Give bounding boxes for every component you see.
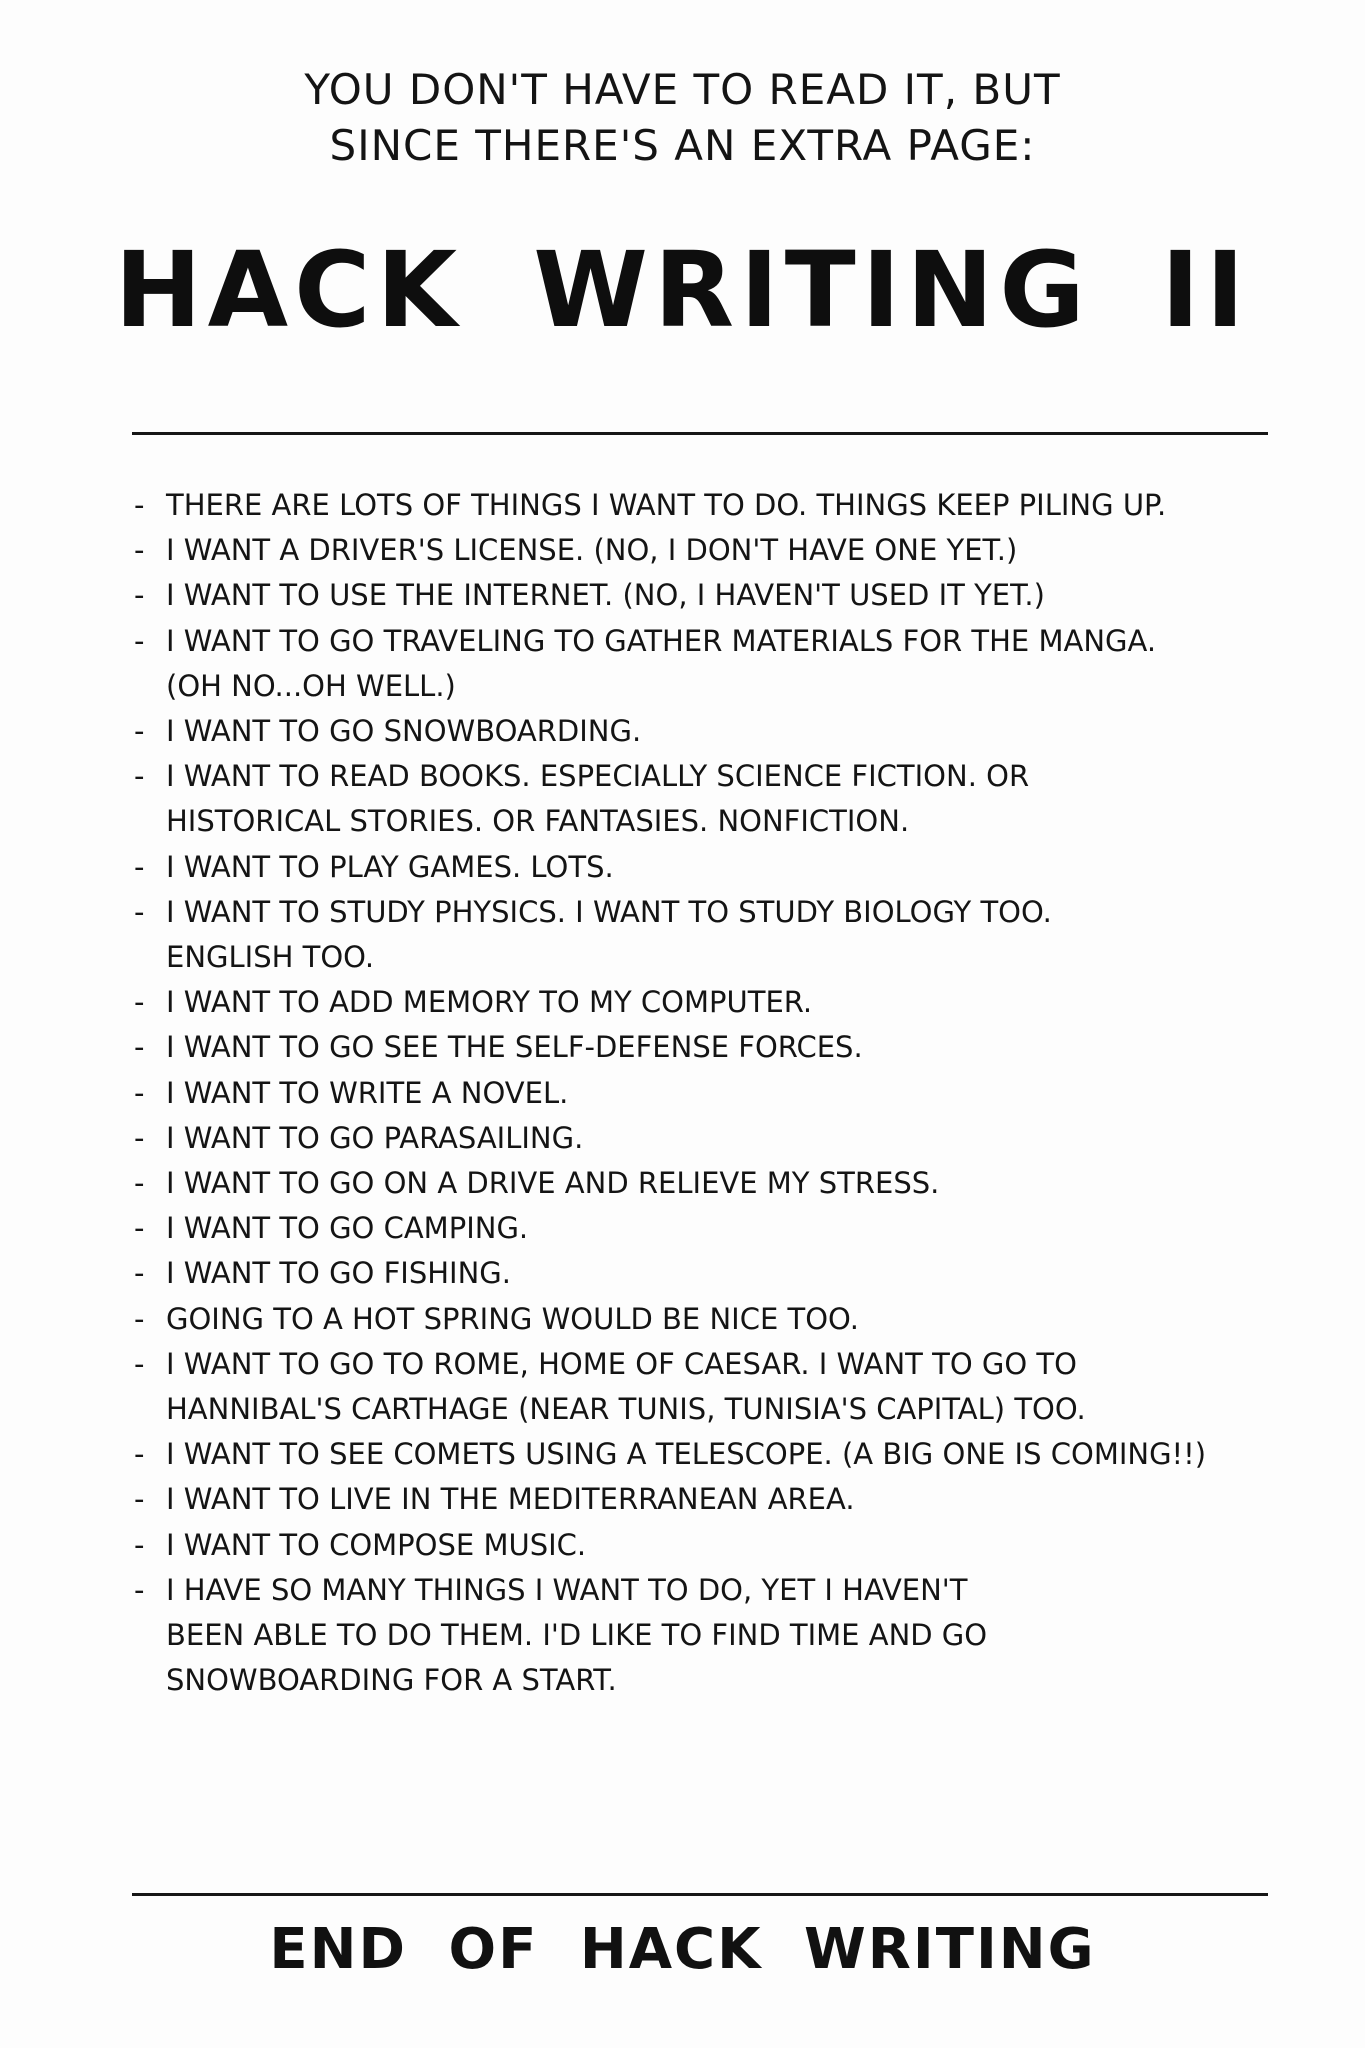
page-title: HACK WRITING II: [114, 229, 1251, 351]
bullet-dash: -: [134, 714, 145, 749]
bullet-dash: -: [134, 578, 145, 613]
list-item: [134, 1116, 1254, 1161]
list-item-text: I WANT TO GO CAMPING.: [166, 1211, 529, 1246]
list-item-text: I WANT TO LIVE IN THE MEDITERRANEAN AREA.: [166, 1482, 855, 1517]
list-item-text: I WANT TO READ BOOKS. ESPECIALLY SCIENCE FICTION. OR: [166, 759, 1030, 794]
list-item: [134, 528, 1254, 573]
list-item: [134, 1432, 1254, 1477]
list-item-text: SNOWBOARDING FOR A START.: [166, 1663, 617, 1698]
list-item-text: HISTORICAL STORIES. OR FANTASIES. NONFICTION.: [166, 804, 910, 839]
list-item: [134, 1523, 1254, 1568]
list-item: [134, 890, 1254, 980]
bullet-dash: -: [134, 623, 145, 658]
list-item-text: THERE ARE LOTS OF THINGS I WANT TO DO. THINGS KEEP PILING UP.: [166, 488, 1167, 522]
list-item: [134, 845, 1254, 890]
list-item: [134, 1071, 1254, 1116]
list-item-text: I HAVE SO MANY THINGS I WANT TO DO, YET I HAVEN'T: [166, 1572, 968, 1607]
list-item-text: I WANT TO STUDY PHYSICS. I WANT TO STUDY BIOLOGY TOO.: [166, 894, 1052, 929]
bullet-dash: -: [134, 849, 145, 884]
list-item: [134, 980, 1254, 1025]
bullet-dash: -: [134, 1301, 145, 1336]
list-item-text: I WANT A DRIVER'S LICENSE. (NO, I DON'T HAVE ONE YET.): [166, 533, 1018, 568]
bullet-dash: -: [134, 1527, 145, 1562]
intro-line-2: SINCE THERE'S AN EXTRA PAGE:: [329, 121, 1036, 170]
list-item-text: BEEN ABLE TO DO THEM. I'D LIKE TO FIND TIME AND GO: [166, 1618, 988, 1653]
list-item: [134, 1025, 1254, 1070]
bullet-dash: -: [134, 1572, 145, 1607]
list-item: [134, 619, 1254, 709]
list-item-text: I WANT TO USE THE INTERNET. (NO, I HAVEN'T USED IT YET.): [166, 578, 1045, 613]
list-item-text: HANNIBAL'S CARTHAGE (NEAR TUNIS, TUNISIA'S CAPITAL) TOO.: [166, 1392, 1086, 1427]
list-item: [134, 709, 1254, 754]
bottom-divider: [132, 1893, 1268, 1896]
bullet-dash: -: [134, 985, 145, 1020]
bullet-dash: -: [134, 1346, 145, 1381]
bullet-dash: -: [134, 1256, 145, 1291]
intro-line-1: YOU DON'T HAVE TO READ IT, BUT: [304, 65, 1061, 114]
list-item: [134, 1251, 1254, 1296]
list-item-text: ENGLISH TOO.: [166, 940, 375, 975]
intro-text: [0, 62, 1365, 174]
bullet-dash: -: [134, 1166, 145, 1201]
bullet-dash: -: [134, 1030, 145, 1065]
top-divider: [132, 432, 1268, 435]
list-item: [134, 1477, 1254, 1522]
bullet-dash: -: [134, 1482, 145, 1517]
list-item-text: I WANT TO PLAY GAMES. LOTS.: [166, 849, 614, 884]
list-item: [134, 573, 1254, 618]
list-item-text: I WANT TO WRITE A NOVEL.: [166, 1075, 569, 1110]
list-item-text: I WANT TO GO TO ROME, HOME OF CAESAR. I WANT TO GO TO: [166, 1346, 1077, 1381]
list-item-text: GOING TO A HOT SPRING WOULD BE NICE TOO.: [166, 1301, 859, 1336]
list-item-text: I WANT TO GO FISHING.: [166, 1256, 511, 1291]
list-item: [134, 1342, 1254, 1432]
list-item-text: I WANT TO COMPOSE MUSIC.: [166, 1527, 587, 1562]
list-item: [134, 1568, 1254, 1704]
bullet-dash: -: [134, 488, 145, 522]
bullet-dash: -: [134, 1075, 145, 1110]
bullet-dash: -: [134, 894, 145, 929]
list-item: [134, 483, 1254, 528]
list-item: [134, 1161, 1254, 1206]
bullet-dash: -: [134, 1211, 145, 1246]
list-item-text: I WANT TO GO SEE THE SELF-DEFENSE FORCES.: [166, 1030, 863, 1065]
list-item: [134, 1206, 1254, 1251]
bullet-dash: -: [134, 1437, 145, 1472]
list-item-text: I WANT TO GO ON A DRIVE AND RELIEVE MY STRESS.: [166, 1166, 940, 1201]
bullet-dash: -: [134, 533, 145, 568]
list-item-text: I WANT TO GO PARASAILING.: [166, 1120, 584, 1155]
bullet-dash: -: [134, 759, 145, 794]
list-item-text: I WANT TO GO SNOWBOARDING.: [166, 714, 642, 749]
list-item: [134, 1297, 1254, 1342]
list-item-text: I WANT TO SEE COMETS USING A TELESCOPE. (A BIG ONE IS COMING!!): [166, 1437, 1207, 1472]
list-item-text: (OH NO...OH WELL.): [166, 668, 456, 703]
list-item-text: I WANT TO GO TRAVELING TO GATHER MATERIALS FOR THE MANGA.: [166, 623, 1157, 658]
bullet-dash: -: [134, 1120, 145, 1155]
wish-list: [134, 483, 1254, 1703]
list-item-text: I WANT TO ADD MEMORY TO MY COMPUTER.: [166, 985, 813, 1020]
footer-text: END OF HACK WRITING: [269, 1917, 1096, 1982]
list-item: [134, 754, 1254, 844]
